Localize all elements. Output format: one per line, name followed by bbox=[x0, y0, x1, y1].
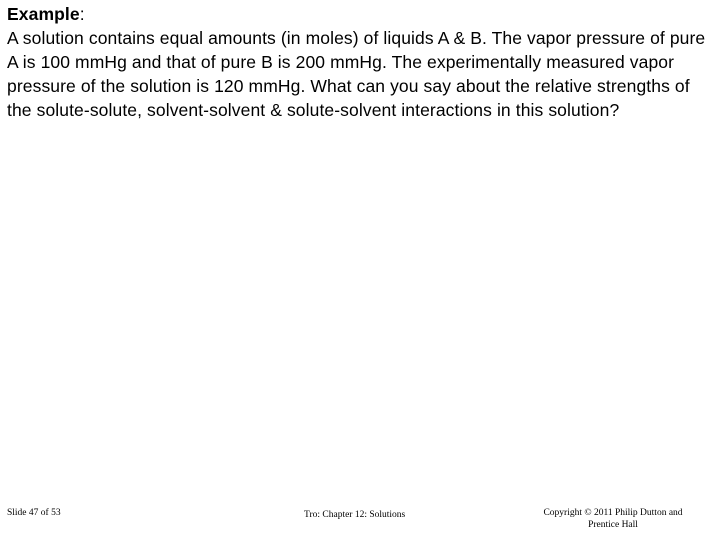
slide-number: Slide 47 of 53 bbox=[7, 508, 61, 518]
slide-heading bbox=[7, 2, 707, 26]
heading-colon: : bbox=[79, 4, 85, 24]
slide-content bbox=[7, 2, 707, 122]
copyright-notice: Copyright © 2011 Philip Dutton and Prentice Hall bbox=[543, 508, 683, 530]
chapter-label: Tro: Chapter 12: Solutions bbox=[304, 510, 406, 520]
problem-text: A solution contains equal amounts (in moles) of liquids A & B. The vapor pressure of pure A is 100 mmHg and that of pure B is 200 mmHg. The experimentally measured vapor pressure of the solution is 120 mmHg. What can you say about the relative strengths of the solute-solute, solvent-solvent & solute-solvent interactions in this solution? bbox=[7, 28, 706, 120]
heading-label: Example bbox=[7, 4, 80, 24]
